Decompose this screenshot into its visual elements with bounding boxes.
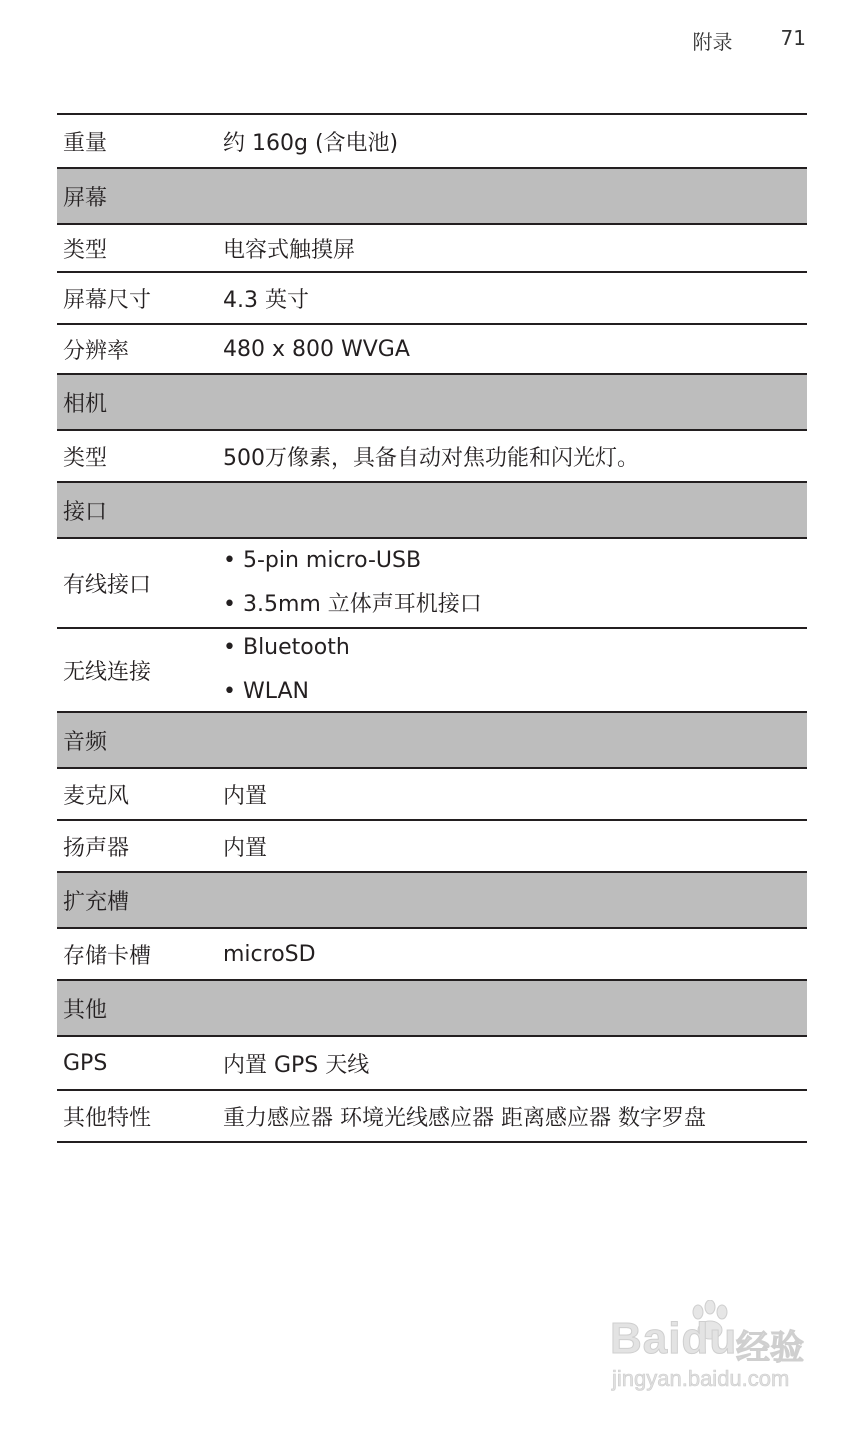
spec-value [223, 779, 807, 810]
section-title: 屏幕 [63, 185, 108, 211]
spec-value [223, 539, 807, 627]
spec-label: 类型 [63, 445, 108, 471]
spec-value-line: 500万像素，具备自动对焦功能和闪光灯。 [223, 445, 639, 471]
spec-value [223, 441, 807, 472]
page-header [693, 26, 806, 55]
spec-label: 扬声器 [63, 835, 130, 861]
spec-value-line: • WLAN [223, 679, 309, 704]
table-row [57, 1091, 807, 1143]
spec-value-line: microSD [223, 941, 316, 967]
section-title: 音频 [63, 729, 108, 755]
section-row [57, 169, 807, 225]
spec-label: 屏幕尺寸 [63, 287, 152, 313]
spec-value-line: 内置 GPS 天线 [223, 1052, 370, 1078]
spec-value-line: • Bluetooth [223, 635, 350, 660]
section-row [57, 483, 807, 539]
table-row [57, 539, 807, 629]
section-title: 其他 [63, 997, 108, 1023]
section-title: 相机 [63, 391, 108, 417]
table-row [57, 629, 807, 713]
spec-label: 无线连接 [63, 659, 152, 685]
spec-value [223, 126, 807, 157]
spec-value-line: • 5-pin micro-USB [223, 548, 422, 573]
spec-label: GPS [63, 1050, 108, 1076]
spec-table [57, 113, 807, 1143]
spec-label: 其他特性 [63, 1105, 152, 1131]
spec-value [223, 283, 807, 314]
table-row [57, 1037, 807, 1091]
spec-value [223, 1048, 807, 1079]
table-row [57, 225, 807, 273]
section-row [57, 981, 807, 1037]
spec-label: 麦克风 [63, 783, 130, 809]
spec-value [223, 942, 807, 967]
table-row [57, 929, 807, 981]
section-title: 扩充槽 [63, 889, 130, 915]
table-row [57, 115, 807, 169]
section-title: 接口 [63, 499, 108, 525]
spec-label: 分辨率 [63, 338, 130, 364]
spec-value-line: 电容式触摸屏 [223, 237, 356, 263]
section-row [57, 375, 807, 431]
section-row [57, 713, 807, 769]
spec-value [223, 626, 807, 714]
spec-value [223, 233, 807, 264]
watermark-logo-jingyan: 经验 [736, 1328, 804, 1368]
spec-label: 类型 [63, 237, 108, 263]
watermark-logo-text: Baidu [610, 1314, 738, 1363]
spec-value-line: • 3.5mm 立体声耳机接口 [223, 592, 482, 617]
table-row [57, 769, 807, 821]
baidu-watermark [610, 1300, 810, 1400]
page-number: 71 [780, 26, 806, 50]
spec-value-line: 4.3 英寸 [223, 287, 309, 313]
table-row [57, 273, 807, 325]
spec-label: 存储卡槽 [63, 943, 152, 969]
spec-value-line: 内置 [223, 835, 268, 861]
spec-value [223, 1101, 807, 1132]
spec-label: 重量 [63, 130, 108, 156]
spec-value [223, 337, 807, 362]
watermark-url: jingyan.baidu.com [612, 1366, 790, 1391]
spec-value-line: 内置 [223, 783, 268, 809]
table-row [57, 821, 807, 873]
spec-value-line: 重力感应器 环境光线感应器 距离感应器 数字罗盘 [223, 1105, 706, 1131]
spec-value [223, 831, 807, 862]
spec-value-line: 约 160g (含电池) [223, 130, 399, 156]
header-section-title: 附录 [692, 30, 733, 54]
table-row [57, 431, 807, 483]
table-row [57, 325, 807, 375]
spec-label: 有线接口 [63, 572, 152, 598]
spec-value-line: 480 x 800 WVGA [223, 336, 410, 362]
section-row [57, 873, 807, 929]
